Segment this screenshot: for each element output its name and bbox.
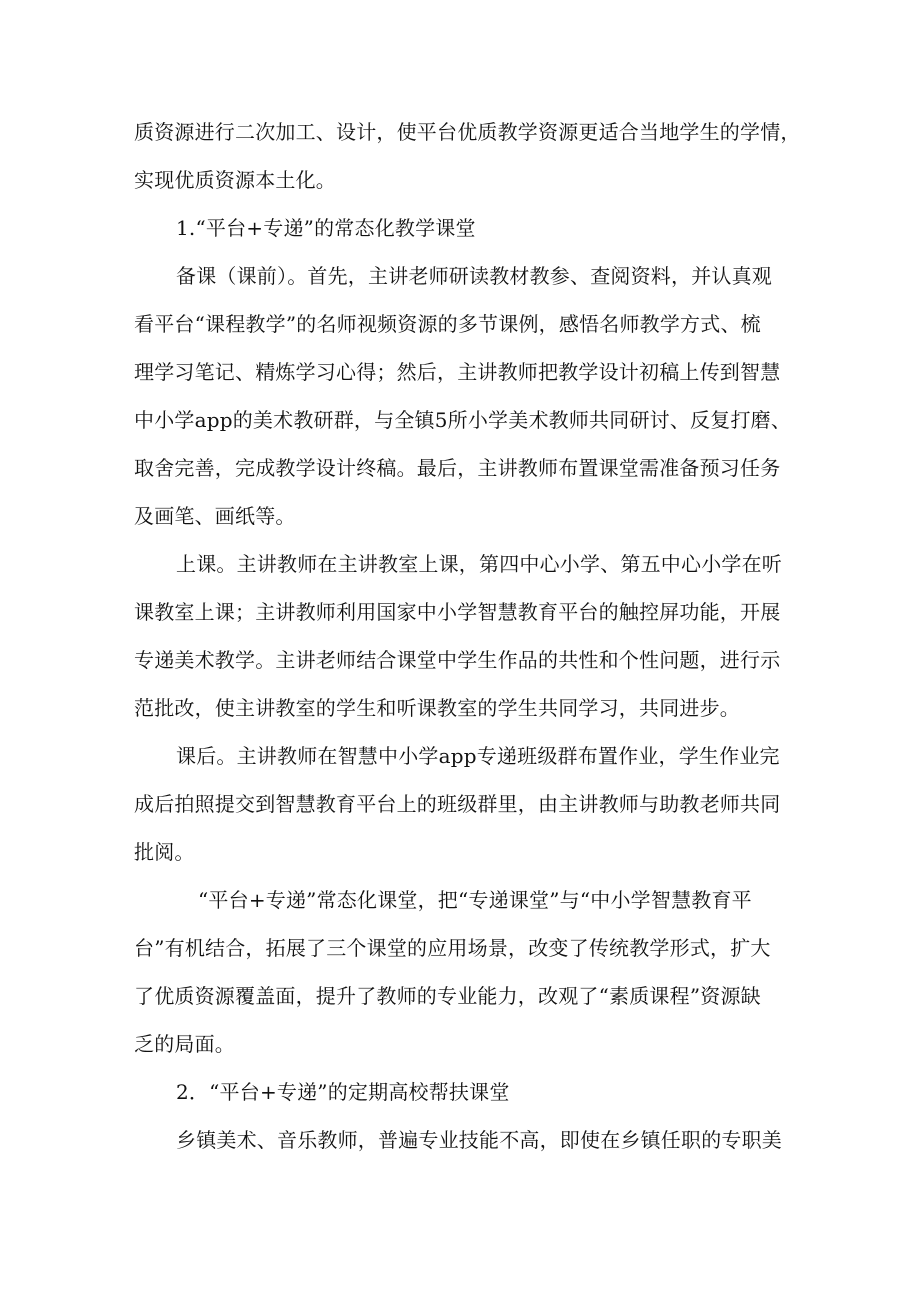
paragraph-line: 台”有机结合，拓展了三个课堂的应用场景，改变了传统教学形式，扩大 xyxy=(134,936,771,960)
section-heading: 1.“平台+专递”的常态化教学课堂 xyxy=(176,216,476,240)
paragraph-line: 备课（课前）。首先，主讲老师研读教材教参、查阅资料，并认真观 xyxy=(176,264,772,288)
paragraph-line: 批阅。 xyxy=(134,840,195,864)
section-heading: 2．“平台+专递”的定期高校帮扶课堂 xyxy=(176,1080,510,1104)
paragraph-line: 专递美术教学。主讲老师结合课堂中学生作品的共性和个性问题，进行示 xyxy=(134,648,781,672)
paragraph-line: 质资源进行二次加工、设计，使平台优质教学资源更适合当地学生的学情， xyxy=(134,120,801,144)
paragraph-line: 乡镇美术、音乐教师，普遍专业技能不高，即使在乡镇任职的专职美 xyxy=(176,1128,782,1152)
paragraph-line: 看平台“课程教学”的名师视频资源的多节课例，感悟名师教学方式、梳 xyxy=(134,312,761,336)
paragraph-line: 及画笔、画纸等。 xyxy=(134,504,296,528)
paragraph-line: 课后。主讲教师在智慧中小学app专递班级群布置作业，学生作业完 xyxy=(176,744,780,768)
paragraph-line: 理学习笔记、精炼学习心得；然后，主讲教师把教学设计初稿上传到智慧 xyxy=(134,360,781,384)
paragraph-line: 中小学app的美术教研群，与全镇5所小学美术教师共同研讨、反复打磨、 xyxy=(134,408,792,432)
paragraph-line: 了优质资源覆盖面，提升了教师的专业能力，改观了“素质课程”资源缺 xyxy=(134,984,761,1008)
paragraph-line: 取舍完善，完成教学设计终稿。最后，主讲教师布置课堂需准备预习任务 xyxy=(134,456,781,480)
paragraph-line: 乏的局面。 xyxy=(134,1032,235,1056)
paragraph-line: 范批改，使主讲教室的学生和听课教室的学生共同学习，共同进步。 xyxy=(134,696,740,720)
paragraph-line: 上课。主讲教师在主讲教室上课，第四中心小学、第五中心小学在听 xyxy=(176,552,782,576)
paragraph-line: 实现优质资源本土化。 xyxy=(134,168,336,192)
paragraph-line: “平台+专递”常态化课堂，把“专递课堂”与“中小学智慧教育平 xyxy=(198,888,752,912)
paragraph-line: 成后拍照提交到智慧教育平台上的班级群里，由主讲教师与助教老师共同 xyxy=(134,792,781,816)
paragraph-line: 课教室上课；主讲教师利用国家中小学智慧教育平台的触控屏功能，开展 xyxy=(134,600,781,624)
